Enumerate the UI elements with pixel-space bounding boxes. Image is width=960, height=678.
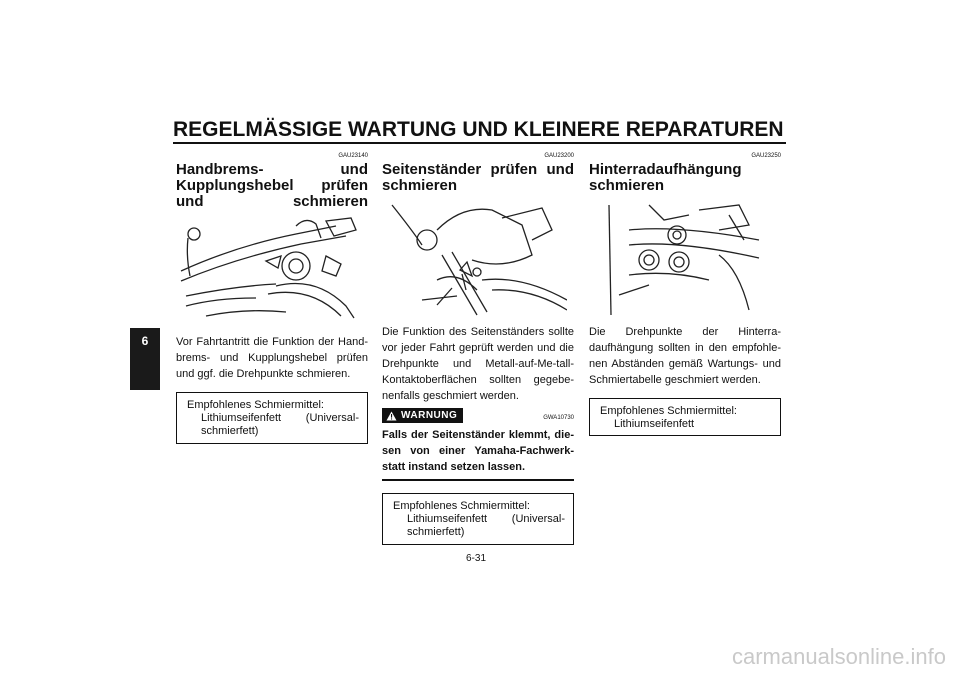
section-title: Handbrems- und Kupplungshebel prüfen und schmieren [176, 161, 368, 210]
warning-code: GWA10730 [543, 415, 574, 421]
warning-triangle-icon [386, 411, 397, 421]
section-paragraph: Vor Fahrtantritt die Funktion der Hand-brems- und Kupplungshebel prüfen und ggf. die Drehpunkte schmieren. [176, 336, 368, 380]
lubricant-box [589, 398, 781, 436]
lubricant-label: Empfohlenes Schmiermittel: [187, 399, 324, 411]
sidestand-illustration-icon [382, 200, 567, 318]
warning-label: WARNUNG [401, 410, 458, 421]
section-code: GAU23200 [544, 153, 574, 159]
warning-text: Falls der Seitenständer klemmt, die-sen von einer Yamaha-Fachwerk-statt instand setzen lassen. [382, 429, 574, 473]
section-sidestand [382, 152, 574, 545]
page-number: 6-31 [466, 553, 487, 564]
section-brake-clutch-lever [176, 152, 368, 444]
page-title: REGELMÄSSIGE WARTUNG UND KLEINERE REPARATUREN [173, 118, 784, 141]
header-rule [173, 142, 786, 144]
section-code: GAU23140 [338, 153, 368, 159]
brake-clutch-lever-illustration-icon [176, 216, 361, 326]
lubricant-label: Empfohlenes Schmiermittel: [600, 405, 737, 417]
section-paragraph: Die Funktion des Seitenständers sollte vor jeder Fahrt geprüft werden und die Drehpunkte und Metall-auf-Me-tall-Kontaktoberflächen sollten gegebe-nenfalls geschmiert werden. [382, 326, 574, 402]
section-title: Seitenständer prüfen und schmieren [382, 161, 574, 194]
warning-badge [382, 408, 463, 423]
lubricant-value: Lithiumseifenfett (Universal-schmierfett) [407, 513, 565, 538]
lubricant-box [176, 392, 368, 444]
lubricant-label: Empfohlenes Schmiermittel: [393, 500, 530, 512]
section-rear-suspension [589, 152, 781, 436]
lubricant-value: Lithiumseifenfett [614, 418, 695, 430]
lubricant-value: Lithiumseifenfett (Universal-schmierfett) [201, 412, 359, 437]
rear-suspension-illustration-icon [589, 200, 774, 318]
section-title: Hinterradaufhängung schmieren [589, 161, 742, 194]
section-code: GAU23250 [751, 153, 781, 159]
warning-header [382, 408, 574, 423]
watermark: carmanualsonline.info [731, 644, 946, 669]
warning-rule [382, 479, 574, 481]
section-paragraph: Die Drehpunkte der Hinterra-daufhängung sollten in den empfohle-nen Abständen gemäß Wartungs- und Schmiertabelle geschmiert werden. [589, 326, 781, 386]
chapter-tab: 6 [130, 328, 160, 390]
lubricant-box [382, 493, 574, 545]
